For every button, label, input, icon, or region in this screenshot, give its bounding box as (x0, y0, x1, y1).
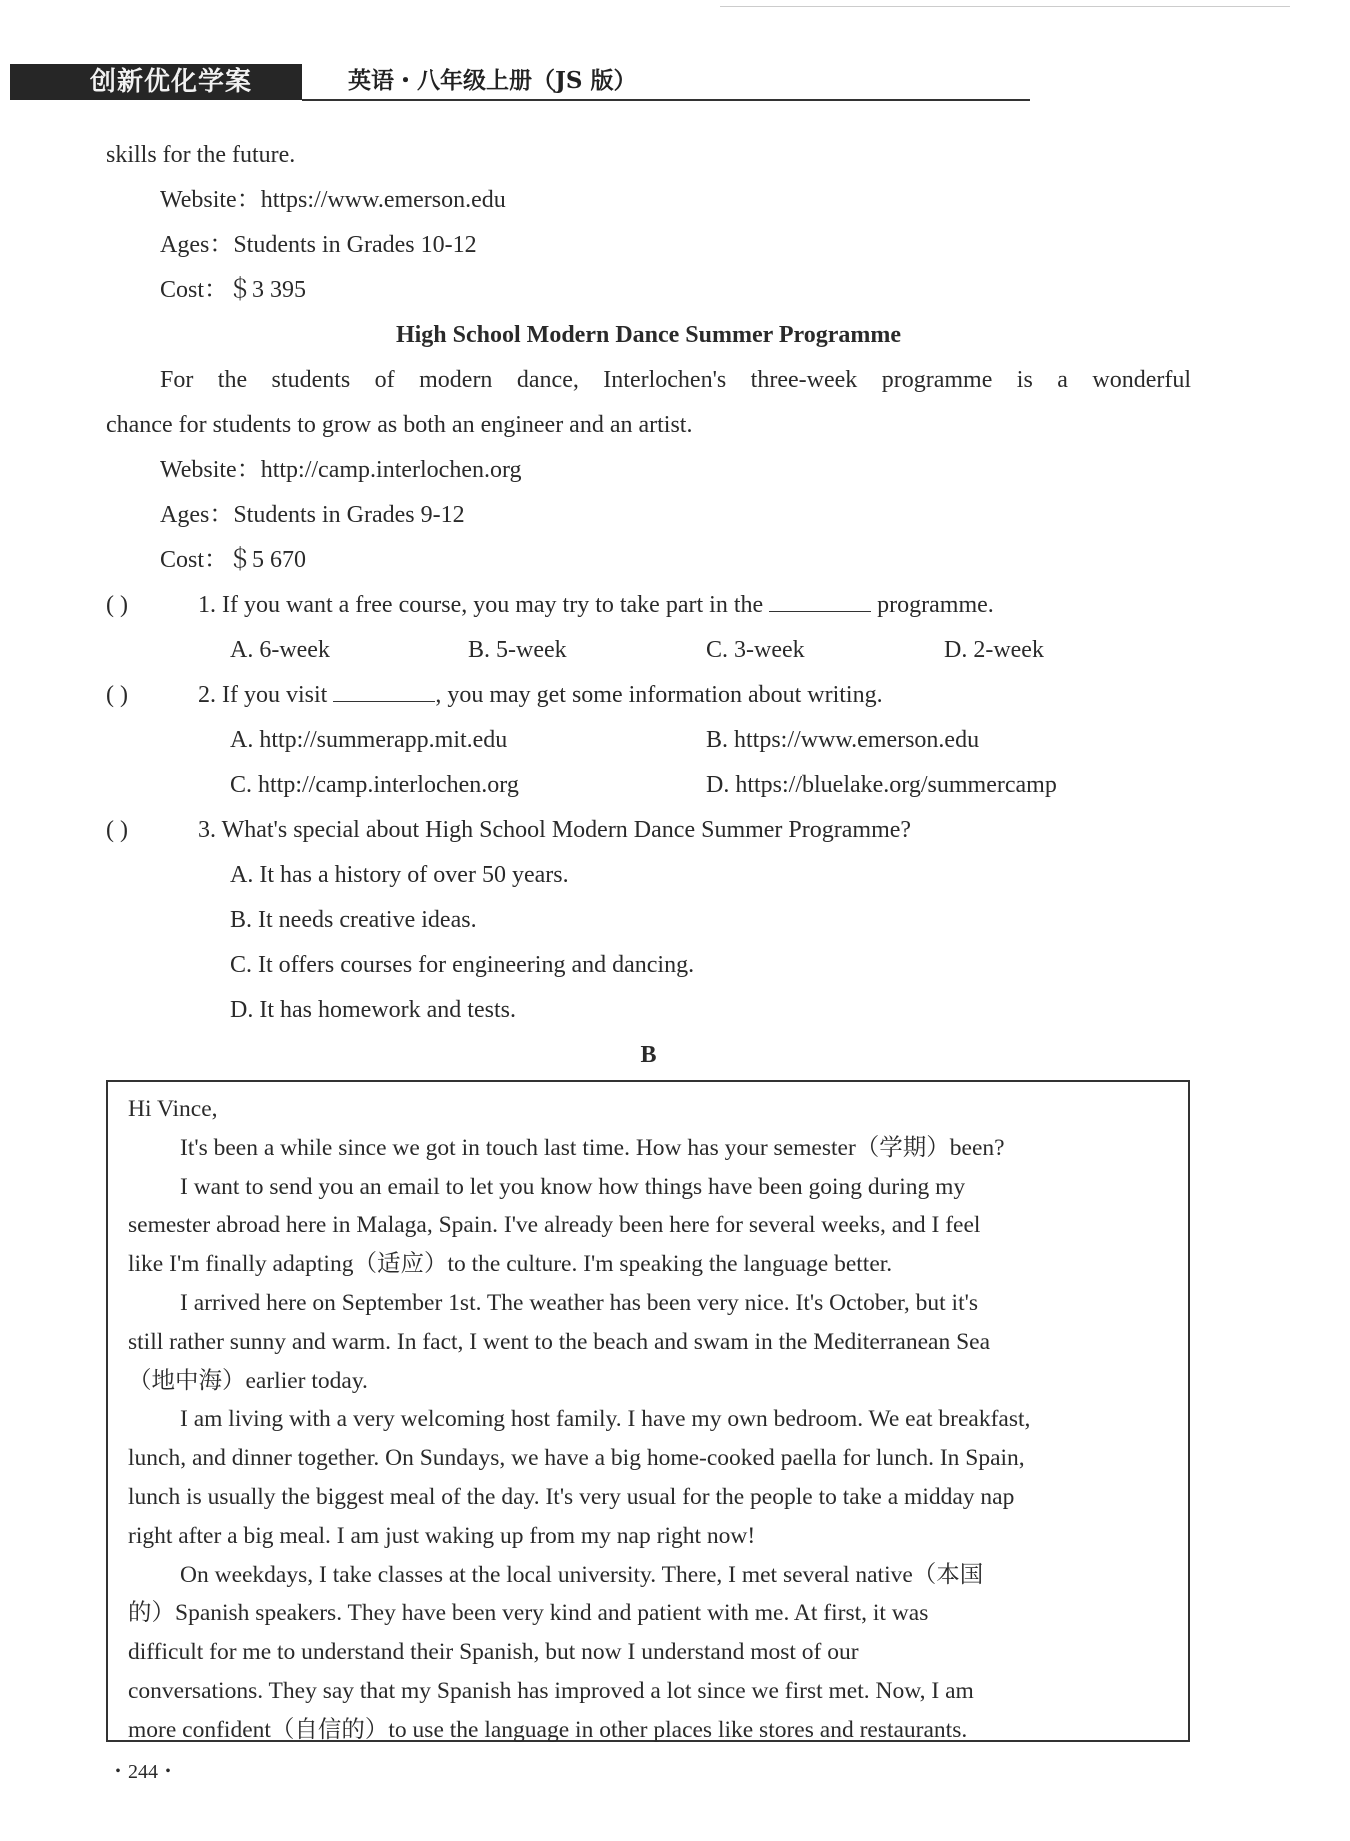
option-a[interactable]: A. http://summerapp.mit.edu (230, 727, 508, 753)
letter-line: difficult for me to understand their Spanish, but now I understand most of our (128, 1639, 859, 1666)
option-b[interactable]: B. It needs creative ideas. (230, 907, 477, 933)
question-2 (106, 673, 1191, 718)
letter-line: right after a big meal. I am just waking up from my nap right now! (128, 1522, 756, 1549)
answer-bracket[interactable]: ( ) (106, 682, 128, 708)
brand-logo: 创新优化学案 (10, 64, 302, 100)
letter-line: semester abroad here in Malaga, Spain. I've already been here for several weeks, and I feel (128, 1212, 981, 1239)
letter-line: I want to send you an email to let you know how things have been going during my (180, 1173, 966, 1200)
paragraph-line: For the students of modern dance, Interlochen's three-week programme is a wonderful (160, 367, 1191, 393)
question-1 (106, 583, 1191, 628)
page-number: ・244・ (108, 1761, 178, 1783)
question-text: programme. (877, 592, 994, 618)
reading-a-content (106, 133, 1191, 1078)
answer-blank[interactable] (769, 583, 871, 612)
question-3 (106, 808, 1191, 853)
paragraph-line: chance for students to grow as both an engineer and an artist. (106, 412, 693, 438)
text-line: skills for the future. (106, 142, 296, 168)
letter-box (106, 1080, 1190, 1742)
letter-line: lunch is usually the biggest meal of the day. It's very usual for the people to take a midday nap (128, 1483, 1015, 1510)
answer-bracket[interactable]: ( ) (106, 592, 128, 618)
letter-line: 的）Spanish speakers. They have been very kind and patient with me. At first, it was (128, 1600, 929, 1627)
header-rule (302, 99, 1030, 101)
letter-line: On weekdays, I take classes at the local university. There, I met several native（本国 (180, 1561, 984, 1588)
option-a[interactable]: A. It has a history of over 50 years. (230, 862, 569, 888)
option-a[interactable]: A. 6-week (230, 637, 330, 663)
question-1-options (106, 628, 1191, 673)
ages-line: Ages：Students in Grades 10-12 (160, 232, 477, 258)
letter-line: It's been a while since we got in touch last time. How has your semester（学期）been? (180, 1134, 1005, 1161)
cost-line: Cost：＄3 395 (160, 277, 307, 303)
programme-title: High School Modern Dance Summer Programme (395, 322, 902, 348)
ages-line: Ages：Students in Grades 9-12 (160, 502, 465, 528)
option-b[interactable]: B. 5-week (468, 637, 567, 663)
option-b[interactable]: B. https://www.emerson.edu (706, 727, 980, 753)
option-d[interactable]: D. https://bluelake.org/summercamp (706, 772, 1057, 798)
question-text: 2. If you visit (198, 682, 328, 708)
page-header (10, 58, 1030, 102)
question-2-options (106, 763, 1191, 808)
section-b-label: B (640, 1042, 657, 1068)
question-2-options (106, 718, 1191, 763)
option-c[interactable]: C. 3-week (706, 637, 805, 663)
letter-line: （地中海）earlier today. (128, 1367, 368, 1394)
letter-line: still rather sunny and warm. In fact, I went to the beach and swam in the Mediterranean Sea (128, 1328, 991, 1355)
letter-line: more confident（自信的）to use the language in other places like stores and restaurants. (128, 1716, 968, 1743)
option-d[interactable]: D. 2-week (944, 637, 1044, 663)
book-title: 英语・八年级上册（JS 版） (348, 67, 637, 94)
option-c[interactable]: C. http://camp.interlochen.org (230, 772, 519, 798)
option-d[interactable]: D. It has homework and tests. (230, 997, 516, 1023)
question-text: 1. If you want a free course, you may try to take part in the (198, 592, 764, 618)
letter-line: I am living with a very welcoming host family. I have my own bedroom. We eat breakfast, (180, 1406, 1031, 1433)
question-text: , you may get some information about writing. (435, 682, 883, 708)
letter-line: lunch, and dinner together. On Sundays, we have a big home-cooked paella for lunch. In Spain, (128, 1445, 1025, 1472)
answer-blank[interactable] (333, 673, 435, 702)
letter-line: like I'm finally adapting（适应）to the culture. I'm speaking the language better. (128, 1251, 893, 1278)
website-line: Website：https://www.emerson.edu (160, 187, 506, 213)
answer-bracket[interactable]: ( ) (106, 817, 128, 843)
letter-greeting: Hi Vince, (128, 1096, 218, 1122)
top-edge-line (720, 6, 1290, 7)
cost-line: Cost：＄5 670 (160, 547, 307, 573)
question-text: 3. What's special about High School Modern Dance Summer Programme? (198, 817, 912, 843)
option-c[interactable]: C. It offers courses for engineering and dancing. (230, 952, 695, 978)
letter-line: I arrived here on September 1st. The weather has been very nice. It's October, but it's (180, 1289, 978, 1316)
letter-line: conversations. They say that my Spanish has improved a lot since we first met. Now, I am (128, 1677, 974, 1704)
website-line: Website：http://camp.interlochen.org (160, 457, 522, 483)
